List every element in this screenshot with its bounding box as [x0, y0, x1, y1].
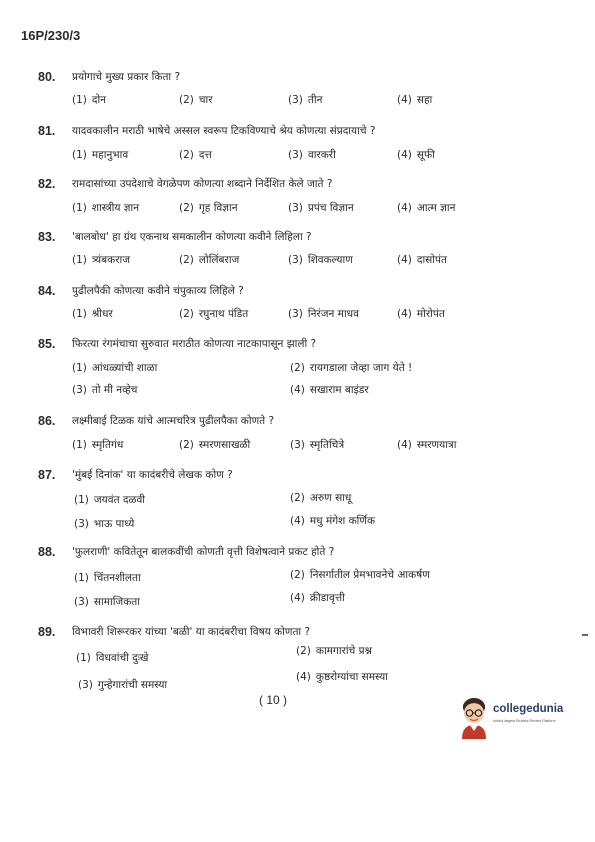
option-4: (4) सूफी [397, 149, 435, 161]
question-number: 80. [38, 70, 56, 84]
question-number: 87. [38, 468, 56, 482]
option-2: (2) गृह विज्ञान [179, 202, 238, 214]
option-1: (1) श्रीधर [72, 308, 113, 320]
option-3: (3) तो मी नव्हेच [72, 384, 138, 396]
option-4: (4) दासोपंत [397, 254, 447, 266]
option-1: (1) आंधळ्यांची शाळा [72, 362, 158, 374]
brand-name: collegedunia [493, 703, 564, 715]
question-number: 89. [38, 625, 56, 639]
question-text: फिरत्या रंगमंचाचा सुरुवात मराठीत कोणत्या नाटकापासून झाली ? [72, 338, 317, 350]
page-number: ( 10 ) [259, 693, 288, 707]
question-text: प्रयोगाचे मुख्य प्रकार किता ? [72, 71, 181, 83]
option-4: (4) क्रीडावृत्ती [290, 592, 345, 604]
question-text: रामदासांच्या उपदेशाचे वेगळेपण कोणत्या शब्दाने निर्देशित केले जाते ? [72, 178, 333, 190]
option-4: (4) स्मरणयात्रा [397, 439, 457, 451]
question-text: 'मुंबई दिनांक' या कादंबरीचे लेखक कोण ? [72, 469, 233, 481]
option-1: (1) चिंतनशीलता [74, 572, 141, 584]
question-text: लक्ष्मीबाई टिळक यांचे आत्मचरित्र पुढीलपैका कोणते ? [72, 415, 275, 427]
option-4: (4) सहा [397, 94, 433, 106]
option-4: (4) मधु मंगेश कर्णिक [290, 515, 376, 527]
option-1: (1) त्र्यंबकराज [72, 254, 131, 266]
watermark-logo [457, 695, 581, 743]
option-2: (2) दत्त [179, 149, 212, 161]
option-2: (2) चार [179, 94, 213, 106]
question-number: 88. [38, 545, 56, 559]
option-1: (1) शास्त्रीय ज्ञान [72, 202, 140, 214]
option-2: (2) स्मरणसाखळी [179, 439, 251, 451]
question-text: यादवकालीन मराठी भाषेचे अस्सल स्वरूप टिकविण्याचे श्रेय कोणत्या संप्रदायाचे ? [72, 125, 376, 137]
option-2: (2) अरुण साधू [290, 492, 352, 504]
question-text: 'बालबोध' हा ग्रंथ एकनाथ समकालीन कोणत्या कवीने लिहिला ? [72, 231, 312, 243]
option-3: (3) वारकरी [288, 149, 336, 161]
option-1: (1) दोन [72, 94, 106, 106]
option-1: (1) विधवांची दुःखे [76, 652, 149, 664]
option-2: (2) रघुनाथ पंडित [179, 308, 249, 320]
option-3: (3) प्रपंच विज्ञान [288, 202, 354, 214]
option-2: (2) कामगारांचे प्रश्न [296, 645, 372, 657]
question-number: 81. [38, 124, 56, 138]
option-2: (2) निसर्गातील प्रेमभावनेचे आकर्षण [290, 569, 430, 581]
question-text: विभावरी शिरूरकर यांच्या 'बळी' या कादंबरीचा विषय कोणता ? [72, 626, 311, 638]
option-4: (4) कुष्ठरोग्यांचा समस्या [296, 671, 388, 683]
option-3: (3) भाऊ पाध्ये [74, 518, 135, 530]
option-1: (1) स्मृतिगंध [72, 439, 124, 451]
option-4: (4) आत्म ज्ञान [397, 202, 456, 214]
option-3: (3) शिवकल्याण [288, 254, 353, 266]
option-3: (3) तीन [288, 94, 323, 106]
option-3: (3) निरंजन माधव [288, 308, 359, 320]
question-number: 85. [38, 337, 56, 351]
option-1: (1) जयवंत दळवी [74, 494, 146, 506]
option-2: (2) लोलिंबराज [179, 254, 240, 266]
option-3: (3) स्मृतिचित्रे [290, 439, 345, 451]
option-1: (1) महानुभाव [72, 149, 129, 161]
question-number: 86. [38, 414, 56, 428]
option-3: (3) गुन्हेगारांची समस्या [78, 679, 168, 691]
question-number: 83. [38, 230, 56, 244]
question-text: पुढीलपैकी कोणत्या कवीने चंपुकाव्य लिहिले ? [72, 285, 244, 297]
option-4: (4) मोरोपंत [397, 308, 445, 320]
brand-tagline: India's largest Student Review Platform [493, 719, 556, 723]
paper-code: 16P/230/3 [21, 28, 81, 43]
margin-mark [582, 634, 588, 636]
question-number: 84. [38, 284, 56, 298]
question-text: 'फुलराणी' कवितेतून बालकवींची कोणती वृत्ती विशेषत्वाने प्रकट होते ? [72, 546, 335, 558]
option-2: (2) रायगडाला जेव्हा जाग येते ! [290, 362, 413, 374]
option-4: (4) सखाराम बाइंडर [290, 384, 369, 396]
student-avatar-icon [457, 695, 491, 739]
option-3: (3) सामाजिकता [74, 596, 140, 608]
question-number: 82. [38, 177, 56, 191]
